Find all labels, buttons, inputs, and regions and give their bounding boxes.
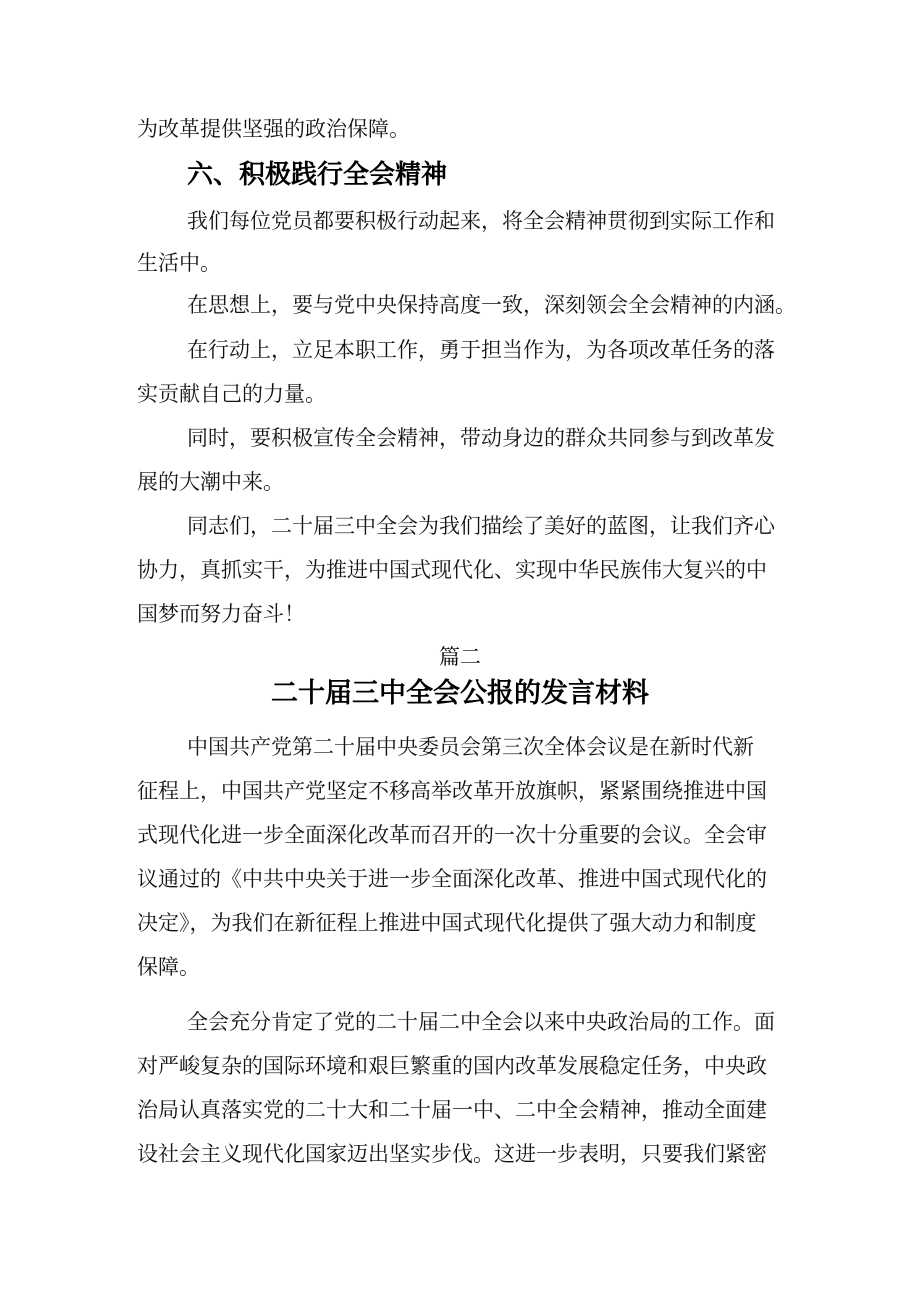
paragraph-line: 同志们，二十届三中全会为我们描绘了美好的蓝图，让我们齐心 — [187, 514, 775, 538]
paragraph-line: 在行动上，立足本职工作，勇于担当作为，为各项改革任务的落 — [187, 338, 775, 362]
part-label: 篇二 — [439, 645, 481, 669]
paragraph-line: 国梦而努力奋斗！ — [137, 602, 305, 626]
section-heading: 六、积极践行全会精神 — [187, 160, 448, 190]
paragraph-line: 征程上，中国共产党坚定不移高举改革开放旗帜，紧紧围绕推进中国 — [137, 779, 767, 803]
paragraph-line: 设社会主义现代化国家迈出坚实步伐。这进一步表明，只要我们紧密 — [137, 1142, 767, 1166]
paragraph-line: 在思想上，要与党中央保持高度一致，深刻领会全会精神的内涵。 — [187, 293, 796, 317]
paragraph-line: 全会充分肯定了党的二十届二中全会以来中央政治局的工作。面 — [187, 1010, 775, 1034]
paragraph-line: 对严峻复杂的国际环境和艰巨繁重的国内改革发展稳定任务，中央政 — [137, 1054, 767, 1078]
paragraph-line: 保障。 — [137, 955, 200, 979]
paragraph-line: 为改革提供坚强的政治保障。 — [137, 117, 410, 141]
paragraph-line: 同时，要积极宣传全会精神，带动身边的群众共同参与到改革发 — [187, 426, 775, 450]
document-title: 二十届三中全会公报的发言材料 — [271, 678, 649, 709]
paragraph-line: 实贡献自己的力量。 — [137, 382, 326, 406]
paragraph-line: 议通过的《中共中央关于进一步全面深化改革、推进中国式现代化的 — [137, 867, 767, 891]
paragraph-line: 生活中。 — [137, 251, 221, 275]
paragraph-line: 展的大潮中来。 — [137, 470, 284, 494]
paragraph-line: 决定》，为我们在新征程上推进中国式现代化提供了强大动力和制度 — [137, 911, 757, 935]
paragraph-line: 协力，真抓实干，为推进中国式现代化、实现中华民族伟大复兴的中 — [137, 558, 767, 582]
paragraph-line: 中国共产党第二十届中央委员会第三次全体会议是在新时代新 — [187, 735, 754, 759]
paragraph-line: 我们每位党员都要积极行动起来，将全会精神贯彻到实际工作和 — [187, 209, 775, 233]
paragraph-line: 式现代化进一步全面深化改革而召开的一次十分重要的会议。全会审 — [137, 823, 767, 847]
paragraph-line: 治局认真落实党的二十大和二十届一中、二中全会精神，推动全面建 — [137, 1098, 767, 1122]
